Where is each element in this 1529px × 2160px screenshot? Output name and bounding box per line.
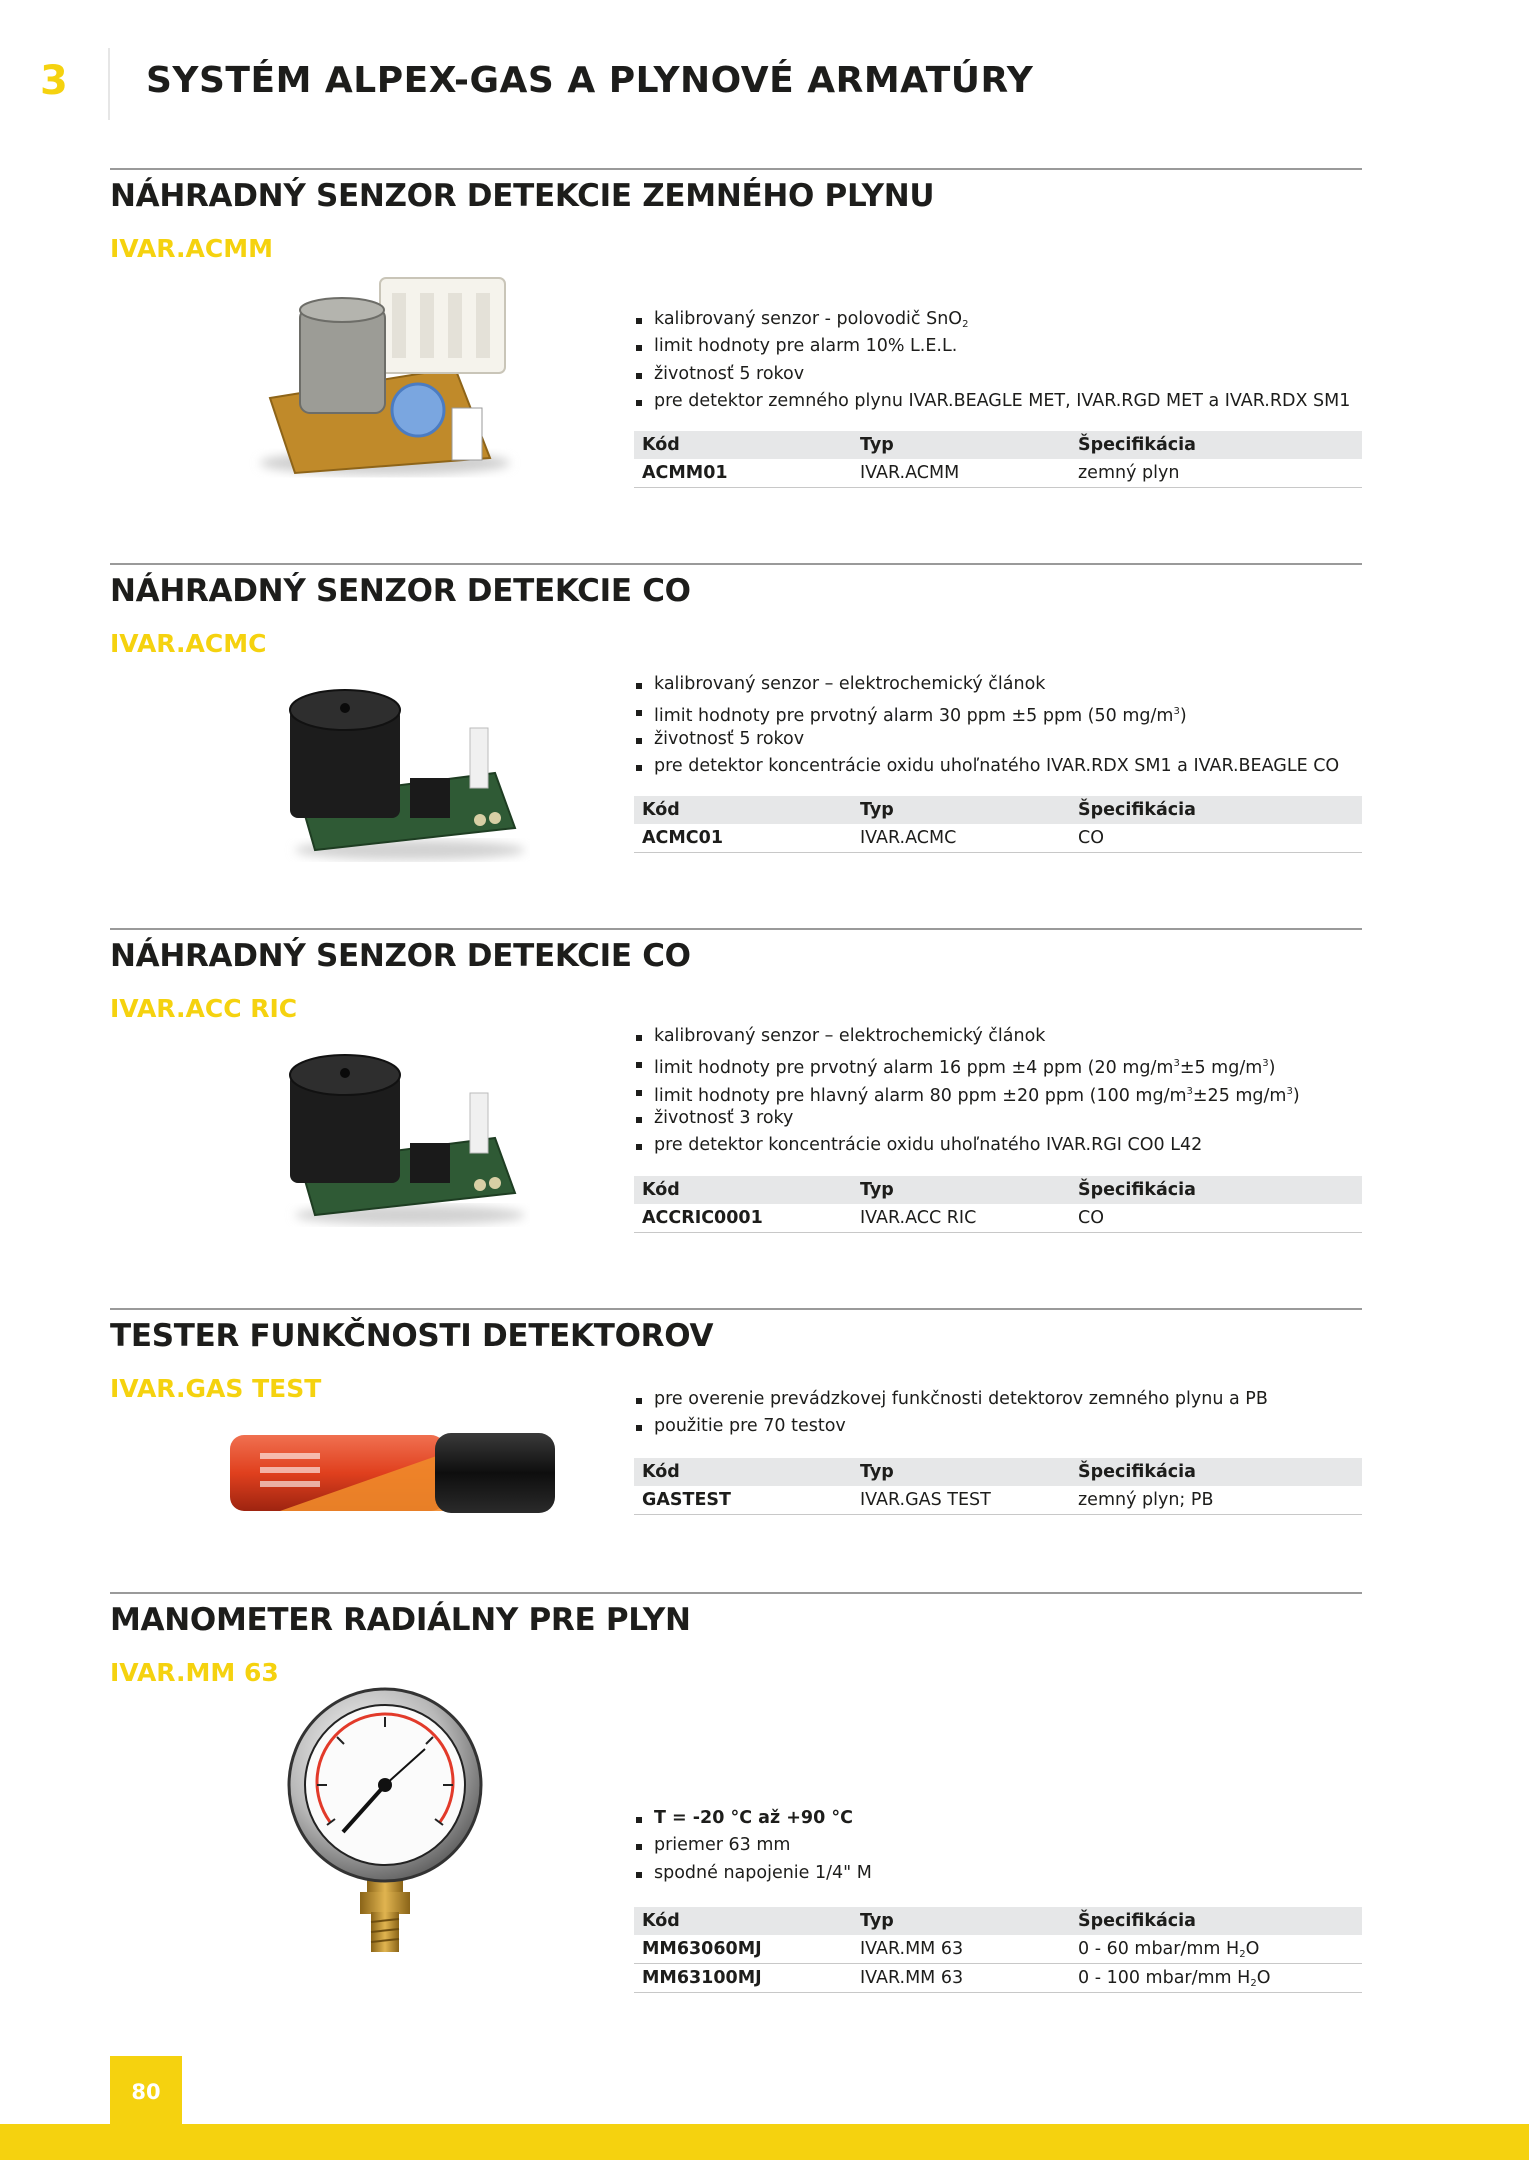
cell-type: IVAR.ACC RIC: [852, 1204, 1070, 1233]
section-divider: [110, 168, 1362, 170]
section-acmm: [110, 168, 1362, 498]
cell-spec: 0 - 100 mbar/mm $H_2O$: [1070, 1964, 1362, 1993]
header-code: Kód: [634, 1458, 852, 1486]
footer-bar: [0, 2124, 1529, 2160]
feature-item: životnosť 5 rokov: [634, 361, 1350, 388]
co-sensor-icon: [270, 1043, 530, 1233]
table-header-row: [634, 431, 1362, 459]
feature-item: priemer 63 mm: [634, 1832, 872, 1859]
cell-spec: CO: [1070, 824, 1362, 853]
co-sensor-icon: [270, 678, 530, 868]
section-title: NÁHRADNÝ SENZOR DETEKCIE ZEMNÉHO PLYNU: [110, 178, 935, 214]
section-title: NÁHRADNÝ SENZOR DETEKCIE CO: [110, 938, 691, 974]
spec-table: [634, 1458, 1362, 1515]
cell-type: IVAR.MM 63: [852, 1935, 1070, 1964]
header-type: Typ: [852, 431, 1070, 459]
section-acmc: [110, 563, 1362, 893]
feature-item: limit hodnoty pre prvotný alarm 30 ppm ±5 ppm (50 $mg/m^3$): [634, 698, 1339, 725]
feature-item: kalibrovaný senzor – elektrochemický článok: [634, 671, 1339, 698]
pressure-gauge-icon: [275, 1687, 495, 1962]
table-row: [634, 824, 1362, 853]
cell-code: ACCRIC0001: [634, 1204, 852, 1233]
page-number-box: [110, 2056, 182, 2128]
section-title: TESTER FUNKČNOSTI DETEKTOROV: [110, 1318, 714, 1354]
section-acc-ric: [110, 928, 1362, 1258]
feature-item: limit hodnoty pre hlavný alarm 80 ppm ±20 ppm (100 $mg/m^3\pm 25$ $mg/m^3$): [634, 1078, 1300, 1105]
feature-list: [634, 1023, 1300, 1159]
table-row: [634, 459, 1362, 488]
product-model: IVAR.ACMC: [110, 629, 267, 658]
product-model: IVAR.GAS TEST: [110, 1374, 322, 1403]
header-type: Typ: [852, 1907, 1070, 1935]
header-spec: Špecifikácia: [1070, 1907, 1362, 1935]
feature-item: pre overenie prevádzkovej funkčnosti detektorov zemného plynu a PB: [634, 1386, 1268, 1413]
product-model: IVAR.ACC RIC: [110, 994, 298, 1023]
gas-sensor-icon: [230, 268, 530, 488]
cell-type: IVAR.GAS TEST: [852, 1486, 1070, 1515]
feature-list: [634, 1805, 872, 1887]
section-divider: [110, 563, 1362, 565]
chapter-title: SYSTÉM ALPEX-GAS A PLYNOVÉ ARMATÚRY: [146, 60, 1034, 101]
feature-item: životnosť 3 roky: [634, 1105, 1300, 1132]
table-header-row: [634, 1907, 1362, 1935]
chapter-divider: [108, 48, 110, 120]
cell-spec: zemný plyn: [1070, 459, 1362, 488]
feature-list: [634, 1386, 1268, 1441]
cell-code: MM63100MJ: [634, 1964, 852, 1993]
feature-item: limit hodnoty pre alarm 10% L.E.L.: [634, 333, 1350, 360]
header-type: Typ: [852, 796, 1070, 824]
header-spec: Špecifikácia: [1070, 431, 1362, 459]
section-divider: [110, 1592, 1362, 1594]
section-gas-test: [110, 1308, 1362, 1558]
feature-item: limit hodnoty pre prvotný alarm 16 ppm ±4 ppm (20 $mg/m^3\pm 5$ $mg/m^3$): [634, 1050, 1300, 1077]
table-row: [634, 1935, 1362, 1964]
cell-spec: CO: [1070, 1204, 1362, 1233]
spray-can-icon: [220, 1423, 560, 1523]
spec-table: [634, 796, 1362, 853]
table-header-row: [634, 796, 1362, 824]
header-code: Kód: [634, 1176, 852, 1204]
cell-type: IVAR.MM 63: [852, 1964, 1070, 1993]
cell-type: IVAR.ACMC: [852, 824, 1070, 853]
product-model: IVAR.MM 63: [110, 1658, 279, 1687]
section-mm63: [110, 1592, 1362, 2012]
section-title: NÁHRADNÝ SENZOR DETEKCIE CO: [110, 573, 691, 609]
feature-item: životnosť 5 rokov: [634, 726, 1339, 753]
feature-item: pre detektor koncentrácie oxidu uhoľnatého IVAR.RGI CO0 L42: [634, 1132, 1300, 1159]
feature-item: použitie pre 70 testov: [634, 1413, 1268, 1440]
table-row: [634, 1204, 1362, 1233]
header-code: Kód: [634, 796, 852, 824]
spec-table: [634, 1176, 1362, 1233]
section-divider: [110, 928, 1362, 930]
cell-code: MM63060MJ: [634, 1935, 852, 1964]
header-type: Typ: [852, 1176, 1070, 1204]
page-number: 80: [131, 2080, 161, 2104]
cell-spec: zemný plyn; PB: [1070, 1486, 1362, 1515]
feature-list: [634, 671, 1339, 780]
cell-spec: 0 - 60 mbar/mm $H_2O$: [1070, 1935, 1362, 1964]
feature-item: kalibrovaný senzor – elektrochemický článok: [634, 1023, 1300, 1050]
cell-type: IVAR.ACMM: [852, 459, 1070, 488]
feature-item: pre detektor zemného plynu IVAR.BEAGLE MET, IVAR.RGD MET a IVAR.RDX SM1: [634, 388, 1350, 415]
header-code: Kód: [634, 1907, 852, 1935]
chapter-number: 3: [40, 58, 68, 104]
header-type: Typ: [852, 1458, 1070, 1486]
feature-list: [634, 306, 1350, 415]
product-model: IVAR.ACMM: [110, 234, 273, 263]
table-row: [634, 1486, 1362, 1515]
cell-code: GASTEST: [634, 1486, 852, 1515]
spec-table: [634, 1907, 1362, 1993]
feature-item: spodné napojenie 1/4" M: [634, 1860, 872, 1887]
table-header-row: [634, 1176, 1362, 1204]
spec-table: [634, 431, 1362, 488]
section-divider: [110, 1308, 1362, 1310]
header-spec: Špecifikácia: [1070, 1458, 1362, 1486]
header-code: Kód: [634, 431, 852, 459]
section-title: MANOMETER RADIÁLNY PRE PLYN: [110, 1602, 691, 1638]
cell-code: ACMC01: [634, 824, 852, 853]
header-spec: Špecifikácia: [1070, 1176, 1362, 1204]
feature-item: T = -20 °C až +90 °C: [634, 1805, 872, 1832]
table-header-row: [634, 1458, 1362, 1486]
feature-item: pre detektor koncentrácie oxidu uhoľnatého IVAR.RDX SM1 a IVAR.BEAGLE CO: [634, 753, 1339, 780]
table-row: [634, 1964, 1362, 1993]
header-spec: Špecifikácia: [1070, 796, 1362, 824]
feature-item: kalibrovaný senzor - polovodič SnO$_2$: [634, 306, 1350, 333]
cell-code: ACMM01: [634, 459, 852, 488]
